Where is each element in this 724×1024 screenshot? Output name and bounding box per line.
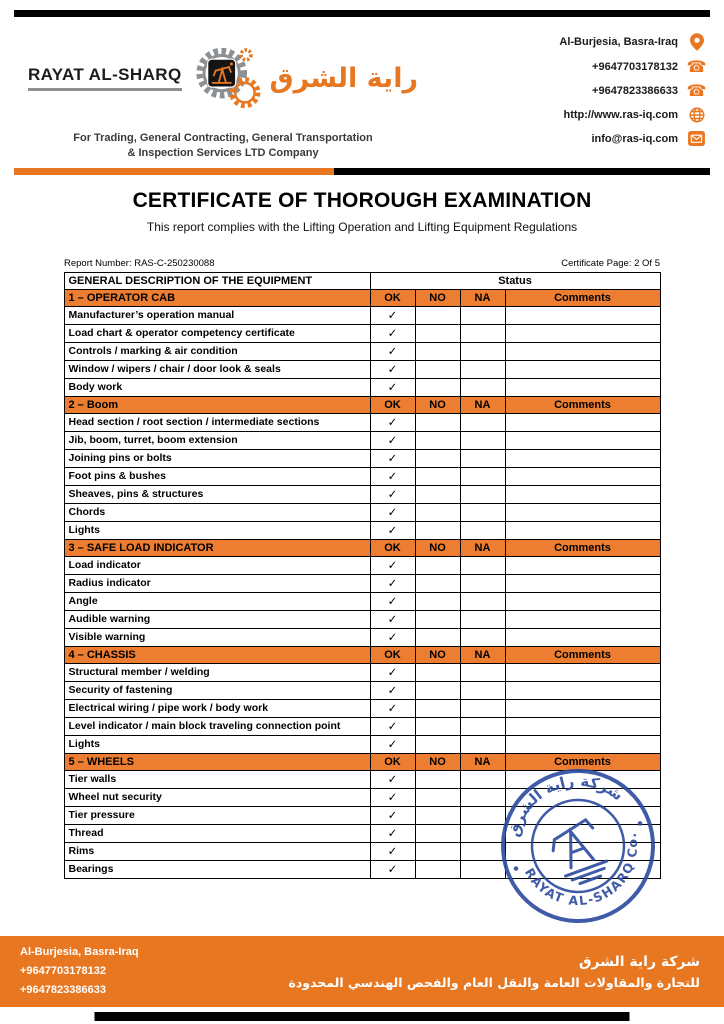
item-label: Bearings — [64, 860, 370, 878]
envelope-icon — [687, 131, 706, 146]
na-cell — [460, 681, 505, 699]
na-cell — [460, 574, 505, 592]
contact-email-text: info@ras-iq.com — [591, 132, 678, 145]
ok-checkmark: ✓ — [370, 449, 415, 467]
top-divider-bar — [14, 10, 710, 17]
na-cell — [460, 342, 505, 360]
status-column-label: NA — [460, 753, 505, 770]
ok-checkmark: ✓ — [370, 610, 415, 628]
na-cell — [460, 324, 505, 342]
item-label: Electrical wiring / pipe work / body work — [64, 699, 370, 717]
footer-phone-1: +9647703178132 — [20, 964, 106, 977]
stamp-text-arabic: شركة راية الشرق — [504, 771, 627, 839]
comments-cell — [505, 556, 660, 574]
ok-checkmark: ✓ — [370, 628, 415, 646]
header — [0, 17, 724, 164]
footer-company-name-arabic: شركة راية الشرق — [579, 953, 700, 970]
status-column-label: NO — [415, 289, 460, 306]
item-label: Body work — [64, 378, 370, 396]
table-row — [64, 467, 660, 485]
ok-checkmark: ✓ — [370, 431, 415, 449]
phone-icon: ☎ — [686, 81, 707, 100]
item-label: Radius indicator — [64, 574, 370, 592]
company-logo — [28, 27, 418, 162]
na-cell — [460, 431, 505, 449]
comments-cell — [505, 467, 660, 485]
item-label: Load indicator — [64, 556, 370, 574]
company-tagline — [28, 131, 418, 162]
no-cell — [415, 521, 460, 539]
ok-checkmark: ✓ — [370, 788, 415, 806]
table-row — [64, 485, 660, 503]
description-header: GENERAL DESCRIPTION OF THE EQUIPMENT — [64, 272, 370, 289]
table-row — [64, 574, 660, 592]
comments-cell — [505, 717, 660, 735]
no-cell — [415, 449, 460, 467]
item-label: Visible warning — [64, 628, 370, 646]
no-cell — [415, 342, 460, 360]
ok-checkmark: ✓ — [370, 770, 415, 788]
na-cell — [460, 717, 505, 735]
comments-cell — [505, 610, 660, 628]
no-cell — [415, 824, 460, 842]
comments-cell — [505, 663, 660, 681]
comments-cell — [505, 574, 660, 592]
comments-cell — [505, 628, 660, 646]
na-cell — [460, 628, 505, 646]
table-row — [64, 521, 660, 539]
status-column-label: Comments — [505, 646, 660, 663]
status-column-label: NA — [460, 646, 505, 663]
comments-cell — [505, 324, 660, 342]
footer-arabic-block — [289, 954, 701, 990]
item-label: Angle — [64, 592, 370, 610]
no-cell — [415, 556, 460, 574]
section-title: 1 – OPERATOR CAB — [64, 289, 370, 306]
contact-website — [468, 107, 706, 123]
no-cell — [415, 431, 460, 449]
status-header: Status — [370, 272, 660, 289]
comments-cell — [505, 413, 660, 431]
ok-checkmark: ✓ — [370, 503, 415, 521]
na-cell — [460, 663, 505, 681]
section-title: 5 – WHEELS — [64, 753, 370, 770]
item-label: Window / wipers / chair / door look & seals — [64, 360, 370, 378]
status-column-label: NA — [460, 539, 505, 556]
divider-orange-segment — [14, 168, 334, 175]
table-row — [64, 360, 660, 378]
table-row — [64, 503, 660, 521]
table-row — [64, 306, 660, 324]
na-cell — [460, 485, 505, 503]
table-row — [64, 449, 660, 467]
item-label: Joining pins or bolts — [64, 449, 370, 467]
item-label: Audible warning — [64, 610, 370, 628]
ok-checkmark: ✓ — [370, 842, 415, 860]
ok-checkmark: ✓ — [370, 306, 415, 324]
no-cell — [415, 842, 460, 860]
comments-cell — [505, 431, 660, 449]
item-label: Chords — [64, 503, 370, 521]
no-cell — [415, 592, 460, 610]
bottom-divider-bar — [95, 1012, 630, 1021]
na-cell — [460, 467, 505, 485]
na-cell — [460, 770, 505, 788]
table-row — [64, 556, 660, 574]
contact-phone-2-text: +9647823386633 — [592, 85, 678, 97]
item-label: Lights — [64, 735, 370, 753]
table-row — [64, 413, 660, 431]
status-column-label: NO — [415, 396, 460, 413]
no-cell — [415, 663, 460, 681]
comments-cell — [505, 699, 660, 717]
footer-address: Al-Burjesia, Basra-Iraq — [20, 945, 139, 958]
item-label: Level indicator / main block traveling connection point — [64, 717, 370, 735]
no-cell — [415, 360, 460, 378]
status-column-label: OK — [370, 753, 415, 770]
ok-checkmark: ✓ — [370, 413, 415, 431]
report-meta — [64, 258, 660, 269]
na-cell — [460, 413, 505, 431]
comments-cell — [505, 306, 660, 324]
comments-cell — [505, 360, 660, 378]
table-row — [64, 324, 660, 342]
status-column-label: Comments — [505, 289, 660, 306]
comments-cell — [505, 378, 660, 396]
contact-phone-2 — [468, 83, 706, 99]
ok-checkmark: ✓ — [370, 485, 415, 503]
na-cell — [460, 556, 505, 574]
comments-cell — [505, 681, 660, 699]
table-row — [64, 699, 660, 717]
status-column-label: NO — [415, 753, 460, 770]
status-column-label: Comments — [505, 753, 660, 770]
page-subtitle: This report complies with the Lifting Operation and Lifting Equipment Regulations — [146, 219, 578, 234]
company-name-ar: راية الشرق — [269, 62, 418, 94]
table-row — [64, 592, 660, 610]
status-column-label: NA — [460, 396, 505, 413]
section-header-row — [64, 539, 660, 556]
na-cell — [460, 699, 505, 717]
section-header-row — [64, 289, 660, 306]
item-label: Tier walls — [64, 770, 370, 788]
na-cell — [460, 592, 505, 610]
na-cell — [460, 521, 505, 539]
item-label: Tier pressure — [64, 806, 370, 824]
footer-phone-2: +9647823386633 — [20, 984, 106, 997]
section-title: 3 – SAFE LOAD INDICATOR — [64, 539, 370, 556]
stamp-pumpjack-icon — [547, 818, 611, 889]
status-column-label: NA — [460, 289, 505, 306]
comments-cell — [505, 521, 660, 539]
table-header-row — [64, 272, 660, 289]
footer — [0, 936, 724, 1007]
na-cell — [460, 449, 505, 467]
contact-address-text: Al-Burjesia, Basra-Iraq — [559, 36, 678, 48]
no-cell — [415, 413, 460, 431]
status-column-label: Comments — [505, 539, 660, 556]
contact-list — [468, 27, 706, 154]
certificate-page-label: Certificate Page: 2 Of 5 — [561, 257, 660, 269]
table-row — [64, 735, 660, 753]
table-row — [64, 663, 660, 681]
table-row — [64, 681, 660, 699]
comments-cell — [505, 735, 660, 753]
no-cell — [415, 574, 460, 592]
no-cell — [415, 378, 460, 396]
globe-icon — [687, 107, 706, 123]
contact-email — [468, 131, 706, 146]
item-label: Manufacturer’s operation manual — [64, 306, 370, 324]
section-title: 2 – Boom — [64, 396, 370, 413]
comments-cell — [505, 592, 660, 610]
report-number: Report Number: RAS-C-250230088 — [64, 257, 215, 269]
na-cell — [460, 610, 505, 628]
ok-checkmark: ✓ — [370, 467, 415, 485]
item-label: Wheel nut security — [64, 788, 370, 806]
footer-tagline-arabic: للتجارة والمقاولات العامة والنقل العام والفحص الهندسي المحدودة — [288, 974, 700, 990]
table-row — [64, 610, 660, 628]
company-name-en: RAYAT AL-SHARQ — [28, 65, 182, 91]
contact-website-text: http://www.ras-iq.com — [563, 109, 678, 121]
no-cell — [415, 306, 460, 324]
na-cell — [460, 378, 505, 396]
na-cell — [460, 306, 505, 324]
ok-checkmark: ✓ — [370, 860, 415, 878]
ok-checkmark: ✓ — [370, 574, 415, 592]
no-cell — [415, 467, 460, 485]
contact-address — [468, 33, 706, 51]
ok-checkmark: ✓ — [370, 556, 415, 574]
section-header-row — [64, 646, 660, 663]
na-cell — [460, 735, 505, 753]
no-cell — [415, 324, 460, 342]
no-cell — [415, 788, 460, 806]
item-label: Jib, boom, turret, boom extension — [64, 431, 370, 449]
company-tagline-line2: & Inspection Services LTD Company — [127, 147, 319, 160]
status-column-label: OK — [370, 289, 415, 306]
item-label: Rims — [64, 842, 370, 860]
item-label: Load chart & operator competency certificate — [64, 324, 370, 342]
status-column-label: OK — [370, 539, 415, 556]
phone-icon: ☎ — [686, 57, 707, 76]
company-logo-icon — [190, 27, 262, 129]
no-cell — [415, 735, 460, 753]
item-label: Structural member / welding — [64, 663, 370, 681]
no-cell — [415, 860, 460, 878]
section-header-row — [64, 396, 660, 413]
no-cell — [415, 806, 460, 824]
na-cell — [460, 360, 505, 378]
table-row — [64, 342, 660, 360]
status-column-label: NO — [415, 646, 460, 663]
no-cell — [415, 699, 460, 717]
ok-checkmark: ✓ — [370, 824, 415, 842]
ok-checkmark: ✓ — [370, 663, 415, 681]
na-cell — [460, 503, 505, 521]
ok-checkmark: ✓ — [370, 360, 415, 378]
status-column-label: NO — [415, 539, 460, 556]
company-tagline-line1: For Trading, General Contracting, General Transportation — [73, 132, 373, 144]
status-column-label: OK — [370, 646, 415, 663]
ok-checkmark: ✓ — [370, 717, 415, 735]
no-cell — [415, 485, 460, 503]
ok-checkmark: ✓ — [370, 681, 415, 699]
no-cell — [415, 770, 460, 788]
item-label: Foot pins & bushes — [64, 467, 370, 485]
ok-checkmark: ✓ — [370, 806, 415, 824]
ok-checkmark: ✓ — [370, 378, 415, 396]
ok-checkmark: ✓ — [370, 699, 415, 717]
no-cell — [415, 717, 460, 735]
item-label: Controls / marking & air condition — [64, 342, 370, 360]
status-column-label: OK — [370, 396, 415, 413]
no-cell — [415, 503, 460, 521]
item-label: Head section / root section / intermediate sections — [64, 413, 370, 431]
ok-checkmark: ✓ — [370, 324, 415, 342]
item-label: Thread — [64, 824, 370, 842]
ok-checkmark: ✓ — [370, 592, 415, 610]
table-row — [64, 378, 660, 396]
table-row — [64, 431, 660, 449]
section-title: 4 – CHASSIS — [64, 646, 370, 663]
table-row — [64, 717, 660, 735]
header-divider — [14, 168, 710, 175]
ok-checkmark: ✓ — [370, 342, 415, 360]
ok-checkmark: ✓ — [370, 521, 415, 539]
comments-cell — [505, 485, 660, 503]
comments-cell — [505, 503, 660, 521]
ok-checkmark: ✓ — [370, 735, 415, 753]
no-cell — [415, 610, 460, 628]
comments-cell — [505, 342, 660, 360]
item-label: Sheaves, pins & structures — [64, 485, 370, 503]
status-column-label: Comments — [505, 396, 660, 413]
comments-cell — [505, 449, 660, 467]
item-label: Lights — [64, 521, 370, 539]
divider-black-segment — [334, 168, 710, 175]
table-row — [64, 628, 660, 646]
no-cell — [415, 681, 460, 699]
no-cell — [415, 628, 460, 646]
contact-phone-1-text: +9647703178132 — [592, 61, 678, 73]
footer-contact-block — [20, 943, 139, 1001]
location-pin-icon — [687, 33, 706, 51]
stamp-text-english: RAYAT AL-SHARQ Co. — [521, 830, 641, 909]
page-title: CERTIFICATE OF THOROUGH EXAMINATION — [132, 188, 592, 212]
item-label: Security of fastening — [64, 681, 370, 699]
contact-phone-1 — [468, 59, 706, 75]
